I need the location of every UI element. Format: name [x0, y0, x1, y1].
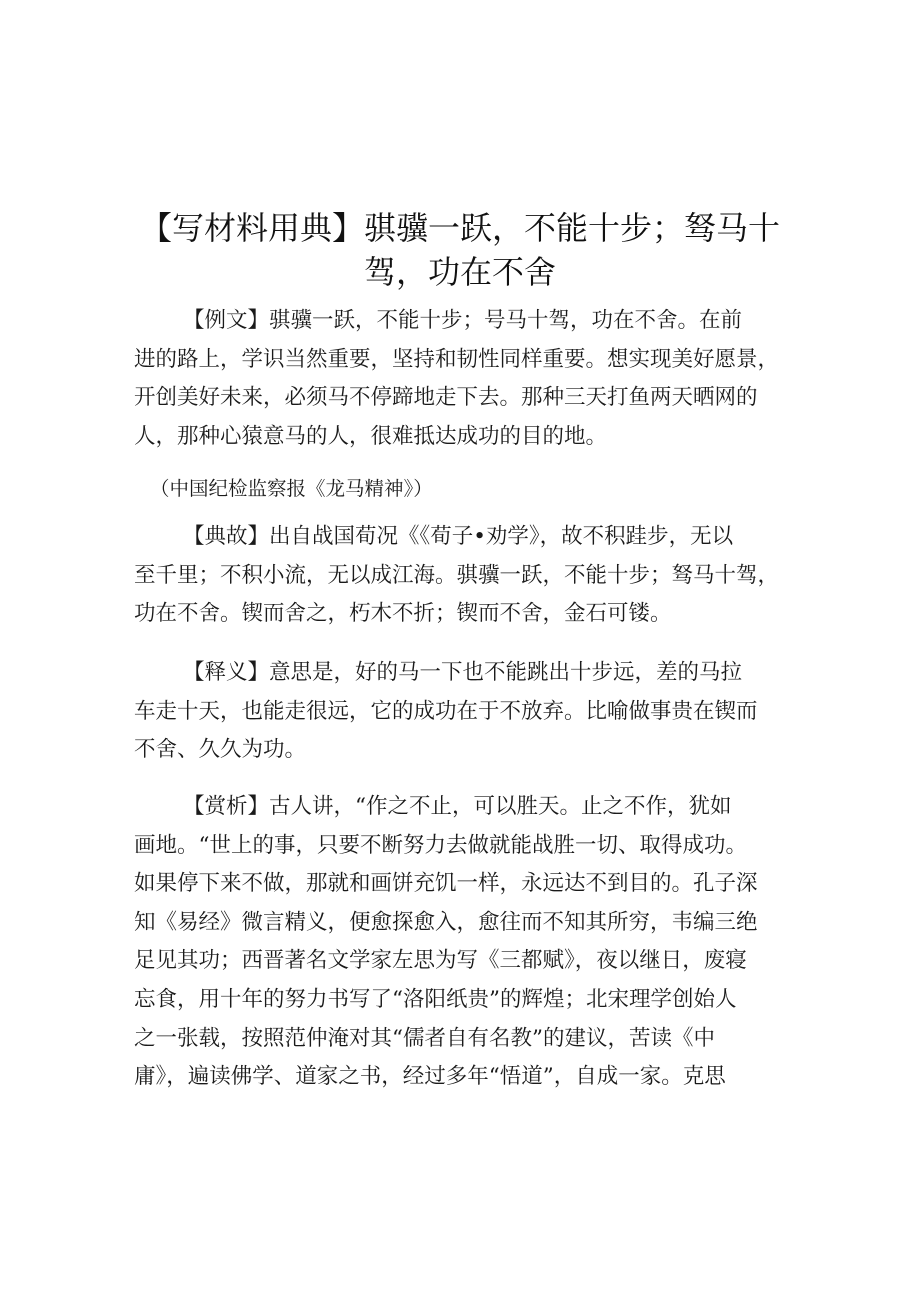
- text-line: 【典故】出自战国荀况《《荀子•劝学》，故不积跬步，无以: [183, 524, 734, 549]
- text-line: 之一张载，按照范仲淹对其“儒者自有名教”的建议，苦读《中: [134, 1025, 715, 1051]
- text-line: 忘食，用十年的努力书写了“洛阳纸贵”的辉煌；北宋理学创始人: [134, 986, 737, 1012]
- text-line: 功在不舍。锲而舍之，朽木不折；锲而不舍，金石可镂。: [134, 601, 672, 627]
- text-line: 开创美好未来，必须马不停蹄地走下去。那种三天打鱼两天晒网的: [134, 385, 758, 411]
- document-title-line-2: 驾，功在不舍: [363, 253, 556, 291]
- text-line: 知《易经》微言精义，便愈探愈入，愈往而不知其所穷，韦编三绝: [134, 909, 758, 935]
- text-line: 人，那种心猿意马的人，很难抵达成功的目的地。: [134, 423, 608, 449]
- text-line: 车走十天，也能走很远，它的成功在于不放弃。比喻做事贵在锲而: [134, 698, 758, 724]
- text-line: 不舍、久久为功。: [134, 737, 307, 763]
- example-source: （中国纪检监察报《龙马精神》）: [150, 477, 433, 500]
- text-line: 足见其功；西晋著名文学家左思为写《三都赋》，夜以继日，废寝: [134, 948, 747, 974]
- appreciation-paragraph: [134, 788, 804, 1097]
- text-line: 进的路上，学识当然重要，坚持和韧性同样重要。想实现美好愿景，: [134, 346, 780, 372]
- meaning-paragraph: [134, 654, 804, 770]
- text-line: 【例文】骐骥一跃，不能十步；号马十驾，功在不舍。在前: [183, 308, 743, 333]
- example-paragraph: [134, 302, 804, 456]
- document-title-line-1: 【写材料用典】骐骥一跃，不能十步；驽马十: [139, 209, 780, 247]
- text-line: 【赏析】古人讲，“作之不止，可以胜天。止之不作，犹如: [183, 794, 732, 819]
- text-line: 庸》，遍读佛学、道家之书，经过多年“悟道”，自成一家。克思: [134, 1064, 726, 1090]
- text-line: 画地。“世上的事，只要不断努力去做就能战胜一切、取得成功。: [134, 832, 747, 858]
- text-line: 如果停下来不做，那就和画饼充饥一样，永远达不到目的。孔子深: [134, 871, 758, 897]
- allusion-paragraph: [134, 518, 804, 634]
- text-line: 【释义】意思是，好的马一下也不能跳出十步远，差的马拉: [183, 660, 743, 685]
- text-line: 至千里；不积小流，无以成江海。骐骥一跃，不能十步；驽马十驾，: [134, 562, 780, 588]
